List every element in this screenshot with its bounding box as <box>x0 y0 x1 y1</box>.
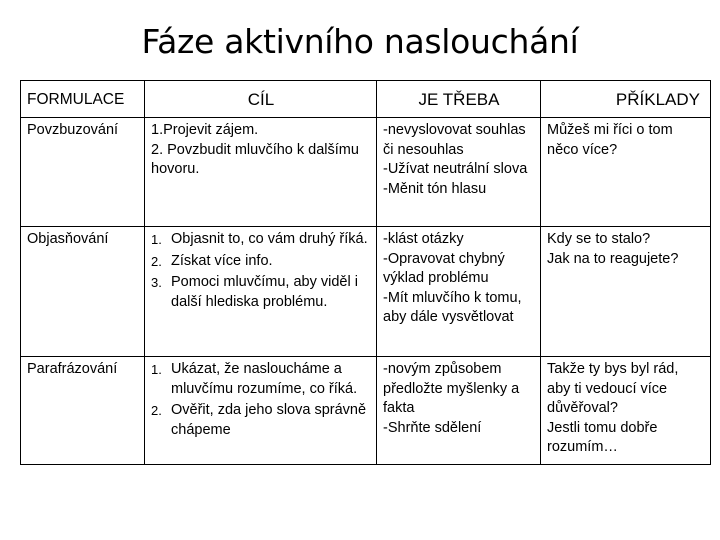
header-cil: CÍL <box>145 81 377 118</box>
goal-list <box>151 360 371 440</box>
goal-item: 1.Projevit zájem. <box>151 122 259 138</box>
need-item: -nevyslovovat souhlas či nesouhlas <box>383 122 526 158</box>
priklady-cell <box>541 357 711 465</box>
goal-item <box>151 230 371 250</box>
goal-item <box>151 360 371 399</box>
need-item: -klást otázky <box>383 231 464 247</box>
example-item: Kdy se to stalo? <box>547 231 651 247</box>
goal-text: Ukázat, že nasloucháme a mluvčímu rozumíme, co říká. <box>171 361 358 397</box>
table-header-row <box>21 81 711 118</box>
need-item: -Užívat neutrální slova <box>383 161 528 177</box>
need-item: -Shrňte sdělení <box>383 419 482 436</box>
goal-number: 2. <box>151 253 162 269</box>
goal-text: Ověřit, zda jeho slova správně chápeme <box>171 402 367 438</box>
formulace-cell: Parafrázování <box>21 357 145 465</box>
formulace-cell: Povzbuzování <box>21 118 145 227</box>
table-row <box>21 118 711 227</box>
priklady-cell <box>541 118 711 227</box>
goal-item: 2. Povzbudit mluvčího k dalšímu hovoru. <box>151 141 359 177</box>
need-item: -novým způsobem předložte myšlenky a fakta <box>383 361 520 416</box>
page-title: Fáze aktivního naslouchání <box>141 22 579 61</box>
phases-table <box>20 80 711 465</box>
cil-cell <box>145 227 377 357</box>
goal-text: Získat více info. <box>171 252 273 269</box>
cil-cell <box>145 357 377 465</box>
goal-item <box>151 252 371 272</box>
goal-number: 1. <box>151 362 162 377</box>
example-item: Jak na to reagujete? <box>547 250 679 267</box>
goal-number: 2. <box>151 403 162 418</box>
je-treba-cell <box>377 227 541 357</box>
goal-item <box>151 401 371 440</box>
need-item: -Měnit tón hlasu <box>383 180 487 197</box>
header-formulace: FORMULACE <box>21 81 145 118</box>
je-treba-cell <box>377 357 541 465</box>
je-treba-cell <box>377 118 541 227</box>
formulace-cell: Objasňování <box>21 227 145 357</box>
cil-cell <box>145 118 377 227</box>
goal-number: 3. <box>151 275 162 290</box>
goal-item <box>151 273 371 312</box>
need-item: -Opravovat chybný výklad problému <box>383 250 505 286</box>
header-je-treba: JE TŘEBA <box>377 81 541 118</box>
goal-text: Objasnit to, co vám druhý říká. <box>171 231 368 247</box>
example-item: Takže ty bys byl rád, aby ti vedoucí více důvěřoval? <box>547 361 679 416</box>
goal-number: 1. <box>151 232 162 247</box>
example-item: Můžeš mi říci o tom něco více? <box>547 122 673 158</box>
priklady-cell <box>541 227 711 357</box>
header-priklady: PŘÍKLADY <box>541 81 711 118</box>
table-row <box>21 227 711 357</box>
goal-text: Pomoci mluvčímu, aby viděl i další hlediska problému. <box>171 274 358 310</box>
table-row <box>21 357 711 465</box>
example-item: Jestli tomu dobře rozumím… <box>547 419 658 455</box>
goal-list <box>151 230 371 312</box>
need-item: -Mít mluvčího k tomu, aby dále vysvětlovat <box>383 289 522 325</box>
